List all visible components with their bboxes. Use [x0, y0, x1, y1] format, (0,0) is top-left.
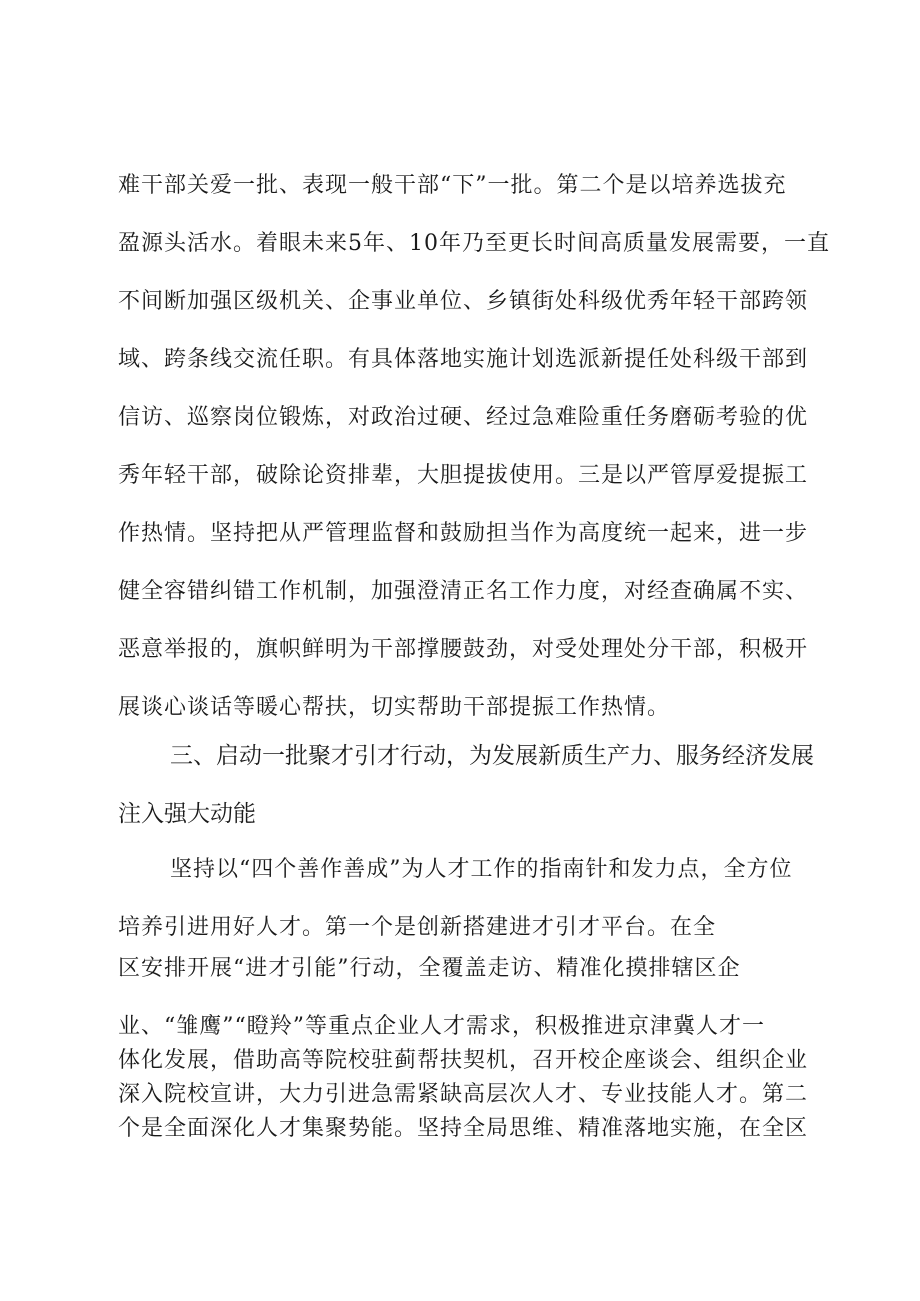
text-line: 作热情。坚持把从严管理监督和鼓励担当作为高度统一起来，进一步 — [118, 521, 809, 546]
text-line: 业、“雏鹰”“瞪羚”等重点企业人才需求，积极推进京津冀人才一 — [118, 1014, 765, 1039]
text-line: 盈源头活水。着眼未来5年、10年乃至更长时间高质量发展需要，一直 — [118, 231, 830, 256]
text-line: 深入院校宣讲，大力引进急需紧缺高层次人才、专业技能人才。第二 — [118, 1082, 809, 1107]
text-line: 不间断加强区级机关、企事业单位、乡镇街处科级优秀年轻干部跨领 — [118, 289, 809, 314]
text-line: 展谈心谈话等暖心帮扶，切实帮助干部提振工作热情。 — [118, 695, 671, 720]
text-line: 区安排开展“进才引能”行动，全覆盖走访、精准化摸排辖区企 — [118, 956, 741, 981]
text-line: 信访、巡察岗位锻炼，对政治过硬、经过急难险重任务磨砺考验的优 — [118, 405, 809, 430]
section-heading: 三、启动一批聚才引才行动，为发展新质生产力、服务经济发展 — [170, 743, 814, 769]
text-line: 坚持以“四个善作善成”为人才工作的指南针和发力点，全方位 — [170, 857, 793, 882]
section-heading: 注入强大动能 — [118, 801, 256, 827]
text-line: 培养引进用好人才。第一个是创新搭建进才引才平台。在全 — [118, 915, 717, 940]
text-line: 恶意举报的，旗帜鲜明为干部撑腰鼓劲，对受处理处分干部，积极开 — [118, 637, 809, 662]
text-line: 体化发展，借助高等院校驻蓟帮扶契机，召开校企座谈会、组织企业 — [118, 1048, 809, 1073]
text-line: 个是全面深化人才集聚势能。坚持全局思维、精准落地实施，在全区 — [118, 1116, 809, 1141]
text-line: 健全容错纠错工作机制，加强澄清正名工作力度，对经查确属不实、 — [118, 579, 809, 604]
text-line: 秀年轻干部，破除论资排辈，大胆提拔使用。三是以严管厚爱提振工 — [118, 463, 809, 488]
text-line: 难干部关爱一批、表现一般干部“下”一批。第二个是以培养选拔充 — [118, 173, 787, 198]
text-line: 域、跨条线交流任职。有具体落地实施计划选派新提任处科级干部到 — [118, 347, 809, 372]
